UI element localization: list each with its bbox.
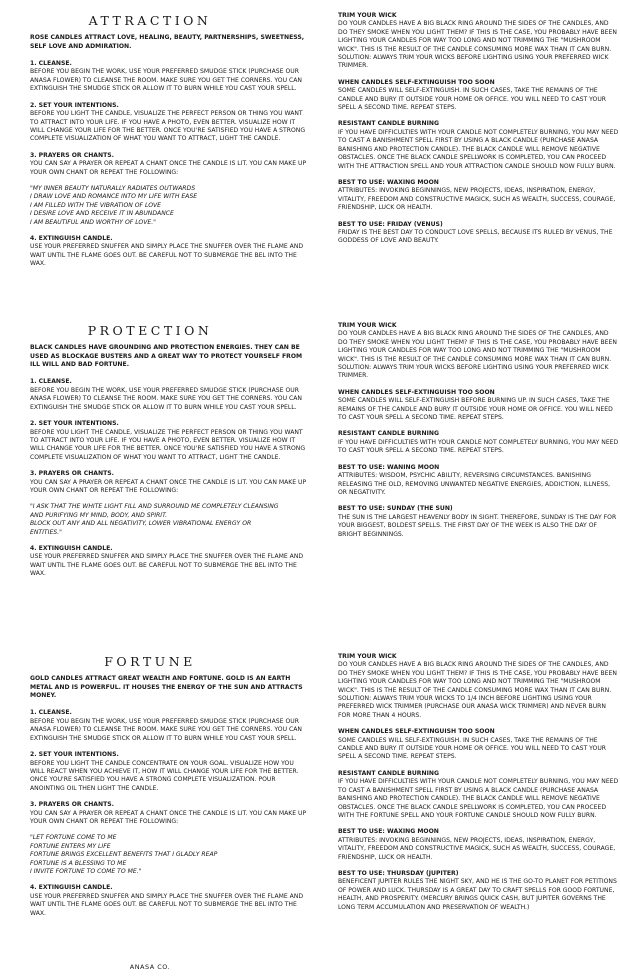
step-heading: 4. EXTINGUISH CANDLE. [30,544,113,552]
chant-line: I AM FILLED WITH THE VIBRATION OF LOVE [30,201,162,209]
step-prayers [30,801,308,826]
tip-trim-wick [338,12,620,71]
step-text: BEFORE YOU BEGIN THE WORK, USE YOUR PREFERRED SMUDGE STICK (PURCHASE OUR ANASA FLOWER) TO CLEANSE THE ROOM. MAKE SURE YOU GET THE CORNERS. YOU CAN EXTINGUISH THE SMUDGE STICK OR ALLOW IT TO BURN WHILE YOU CAST YOUR SPELL. [30,717,302,742]
chant [30,503,308,537]
tip-heading: BEST TO USE: THURSDAY (JUPITER) [338,869,459,877]
chant-line: AND PURIFYING MY MIND, BODY, AND SPIRIT. [30,511,168,519]
step-prayers [30,152,308,177]
chant-line: I INVITE FORTUNE TO COME TO ME." [30,867,142,875]
step-cleanse [30,378,308,412]
tip-heading: WHEN CANDLES SELF-EXTINGUISH TOO SOON [338,728,495,736]
section-title: FORTUNE [104,654,196,669]
tip-resistant-burning [338,430,620,455]
tip-heading: BEST TO USE: WANING MOON [338,463,440,471]
tip-heading: TRIM YOUR WICK [338,12,397,19]
tip-text: ATTRIBUTES: INVOKING BEGINNINGS, NEW PROJECTS, IDEAS, INSPIRATION, ENERGY, VITALITY, FREEDOM AND CONSTRUCTIVE MAGICK, SUCH AS WEALTH, SUCCESS, COURAGE, FRIENDSHIP, LUCK OR HEALTH. [338,187,616,212]
chant-line: "MY INNER BEAUTY NATURALLY RADIATES OUTWARDS [30,184,196,192]
attraction-section [0,0,620,312]
step-intentions [30,102,308,144]
tip-text: ATTRIBUTES: WISDOM, PSYCHIC ABILITY, REVERSING CIRCUMSTANCES. BANISHING RELEASING THE OLD, REMOVING UNWANTED NEGATIVE ENERGIES, ADDICTION, ILLNESS, OR NEGATIVITY. [338,472,611,496]
step-heading: 2. SET YOUR INTENTIONS. [30,420,119,428]
step-intentions [30,751,308,793]
tip-text: ATTRIBUTES: INVOKING BEGINNINGS, NEW PROJECTS, IDEAS, INSPIRATION, ENERGY, VITALITY, FREEDOM AND CONSTRUCTIVE MAGICK, SUCH AS WEALTH, SUCCESS, COURAGE, FRIENDSHIP, LUCK OR HEALTH. [338,836,616,861]
step-heading: 3. PRAYERS OR CHANTS. [30,801,114,809]
section-intro: ROSE CANDLES ATTRACT LOVE, HEALING, BEAUTY, PARTNERSHIPS, SWEETNESS, SELF LOVE AND ADMIRATION. [30,34,305,50]
chant-line: ENTITIES." [30,528,62,536]
step-extinguish [30,884,308,918]
fortune-right-column [338,653,620,920]
tip-moon-phase [338,464,620,498]
step-heading: 1. CLEANSE. [30,378,72,386]
step-extinguish [30,235,308,269]
chant-line: BLOCK OUT ANY AND ALL NEGATIVITY, LOWER VIBRATIONAL ENERGY OR [30,520,252,528]
step-text: BEFORE YOU LIGHT THE CANDLE CONCENTRATE ON YOUR GOAL. VISUALIZE HOW YOU WILL REACT WHEN YOU ACHIEVE IT, HOW IT WILL CHANGE YOUR LIFE FOR THE BETTER. ONCE YOU'RE SATISFIED YOU HAVE A STRONG COMPLETE VISUALIZATION. POUR ANOINTING OIL THEN LIGHT THE CANDLE. [30,759,299,792]
tip-moon-phase [338,179,620,213]
tip-text: DO YOUR CANDLES HAVE A BIG BLACK RING AROUND THE SIDES OF THE CANDLES, AND DO THEY SMOKE WHEN YOU LIGHT THEM? IF THIS IS THE CASE, YOU PROBABLY HAVE BEEN LIGHTING YOUR CANDLES FOR WAY TOO LONG AND NOT TRIMMING THE "MUSHROOM WICK". THIS IS THE RESULT OF THE CANDLE CONSUMING MORE WAX THAN IT CAN BURN. SOLUTION: ALWAYS TRIM YOUR WICKS TO 1/4 INCH BEFORE LIGHTING USING YOUR PREFERRED WICK TRIMMER (PURCHASE OUR ANASA WICK TRIMMER) AND NEVER BURN FOR MORE THAN 4 HOURS. [338,661,617,719]
tip-heading: WHEN CANDLES SELF-EXTINGUISH TOO SOON [338,388,495,396]
step-text: BEFORE YOU BEGIN THE WORK, USE YOUR PREFERRED SMUDGE STICK (PURCHASE OUR ANASA FLOWER) TO CLEANSE THE ROOM. MAKE SURE YOU GET THE CORNERS. YOU CAN EXTINGUISH THE SMUDGE STICK OR ALLOW IT TO BURN WHILE YOU CAST YOUR SPELL. [30,386,302,411]
step-heading: 3. PRAYERS OR CHANTS. [30,470,114,478]
chant-line: FORTUNE ENTERS MY LIFE [30,842,111,850]
chant-line: "I ASK THAT THE WHITE LIGHT FILL AND SURROUND ME COMPLETELY CLEANSING [30,503,279,511]
step-heading: 1. CLEANSE. [30,60,72,68]
tip-resistant-burning [338,770,620,820]
tip-text: THE SUN IS THE LARGEST HEAVENLY BODY IN SIGHT. THEREFORE, SUNDAY IS THE DAY FOR YOUR BIGGEST, BOLDEST SPELLS. THE FIRST DAY OF THE WEEK IS ALSO THE DAY OF BRIGHT BEGINNINGS. [338,513,617,538]
tip-trim-wick [338,322,620,381]
step-text: YOU CAN SAY A PRAYER OR REPEAT A CHANT ONCE THE CANDLE IS LIT. YOU CAN MAKE UP YOUR OWN CHANT OR REPEAT THE FOLLOWING: [30,160,307,176]
step-text: USE YOUR PREFERRED SNUFFER AND SIMPLY PLACE THE SNUFFER OVER THE FLAME AND WAIT UNTIL THE FLAME GOES OUT. BE CAREFUL NOT TO SUBMERGE THE BEL INTO THE WAX. [30,892,304,917]
tip-heading: BEST TO USE: FRIDAY (VENUS) [338,220,443,228]
tip-text: SOME CANDLES WILL SELF-EXTINGUISH BEFORE BURNING UP. IN SUCH CASES, TAKE THE REMAINS OF THE CANDLE AND BURY IT OUTSIDE YOUR HOME OR OFFICE. YOU WILL NEED TO CAST YOUR SPELL A SECOND TIME. REPEAT STEPS. [338,397,613,422]
tip-heading: RESISTANT CANDLE BURNING [338,430,439,438]
tip-text: SOME CANDLES WILL SELF-EXTINGUISH. IN SUCH CASES, TAKE THE REMAINS OF THE CANDLE AND BURY IT OUTSIDE YOUR HOME OR OFFICE. YOU WILL NEED TO CAST YOUR SPELL A SECOND TIME. REPEAT STEPS. [338,87,607,112]
section-intro: BLACK CANDLES HAVE GROUNDING AND PROTECTION ENERGIES. THEY CAN BE USED AS BLOCKAGE BUSTERS AND A GREAT WAY TO PROTECT YOURSELF FROM ILL WILL AND BAD FORTUNE. [30,344,303,369]
step-text: USE YOUR PREFERRED SNUFFER AND SIMPLY PLACE THE SNUFFER OVER THE FLAME AND WAIT UNTIL THE FLAME GOES OUT. BE CAREFUL NOT TO SUBMERGE THE BEL INTO THE WAX. [30,243,304,268]
step-heading: 3. PRAYERS OR CHANTS. [30,151,114,159]
tip-text: IF YOU HAVE DIFFICULTIES WITH YOUR CANDLE NOT COMPLETELY BURNING, YOU MAY NEED TO CAST A BANISHMENT SPELL FIRST BY USING A BLACK CANDLE (PURCHASE ANASA BANISHING AND PROTECTION CANDLE). THE BLACK CANDLE WILL REMOVE NEGATIVE OBSTACLES. ONCE THE BLACK CANDLE SPELLWORK IS COMPLETED, YOU CAN PROCEED WITH THE ATTRACTION SPELL AND YOUR ATTRACTION CANDLE SHOULD NOW FULLY BURN. [338,128,619,170]
chant [30,185,308,227]
tip-text: IF YOU HAVE DIFFICULTIES WITH YOUR CANDLE NOT COMPLETELY BURNING, YOU MAY NEED TO CAST YOUR SPELL A SECOND TIME. REPEAT STEPS. [338,438,619,455]
step-text: YOU CAN SAY A PRAYER OR REPEAT A CHANT ONCE THE CANDLE IS LIT. YOU CAN MAKE UP YOUR OWN CHANT OR REPEAT THE FOLLOWING: [30,809,307,825]
tip-best-day [338,505,620,539]
tip-best-day [338,221,620,246]
chant-line: I DRAW LOVE AND ROMANCE INTO MY LIFE WITH EASE [30,193,198,201]
step-heading: 4. EXTINGUISH CANDLE. [30,884,113,892]
attraction-right-column [338,12,620,254]
step-heading: 2. SET YOUR INTENTIONS. [30,101,119,109]
tip-heading: BEST TO USE: SUNDAY (THE SUN) [338,505,453,513]
tip-heading: BEST TO USE: WAXING MOON [338,178,439,186]
step-prayers [30,470,308,495]
tip-self-extinguish [338,79,620,113]
section-title: ATTRACTION [88,13,212,28]
protection-right-column [338,322,620,547]
tip-text: FRIDAY IS THE BEST DAY TO CONDUCT LOVE SPELLS, BECAUSE ITS RULED BY VENUS, THE GODDESS OF LOVE AND BEAUTY. [338,228,613,245]
step-heading: 2. SET YOUR INTENTIONS. [30,751,119,759]
fortune-left-column [30,653,308,926]
tip-heading: WHEN CANDLES SELF-EXTINGUISH TOO SOON [338,78,495,86]
step-text: BEFORE YOU BEGIN THE WORK, USE YOUR PREFERRED SMUDGE STICK (PURCHASE OUR ANASA FLOWER) TO CLEANSE THE ROOM. MAKE SURE YOU GET THE CORNERS. YOU CAN EXTINGUISH THE SMUDGE STICK OR ALLOW IT TO BURN WHILE YOU CAST YOUR SPELL. [30,68,302,93]
section-intro: GOLD CANDLES ATTRACT GREAT WEALTH AND FORTUNE. GOLD IS AN EARTH METAL AND IS POWERFUL. IT HOUSES THE ENERGY OF THE SUN AND ATTRACTS MONEY. [30,675,303,700]
step-heading: 1. CLEANSE. [30,709,72,717]
chant-line: FORTUNE BRINGS EXCELLENT BENEFITS THAT I GLADLY REAP [30,851,218,859]
brand-footer: ANASA CO. [129,963,171,971]
tip-self-extinguish [338,389,620,423]
tip-resistant-burning [338,120,620,170]
step-cleanse [30,709,308,743]
tip-best-day [338,870,620,912]
chant-line: FORTUNE IS A BLESSING TO ME [30,859,127,867]
chant-line: "LET FORTUNE COME TO ME [30,834,117,842]
tip-heading: TRIM YOUR WICK [338,322,397,329]
tip-text: DO YOUR CANDLES HAVE A BIG BLACK RING AROUND THE SIDES OF THE CANDLES, AND DO THEY SMOKE WHEN YOU LIGHT THEM? IF THIS IS THE CASE, YOU PROBABLY HAVE BEEN LIGHTING YOUR CANDLES FOR WAY TOO LONG AND NOT TRIMMING THE "MUSHROOM WICK". THIS IS THE RESULT OF THE CANDLE CONSUMING MORE WAX THAN IT CAN BURN. SOLUTION: ALWAYS TRIM YOUR WICKS BEFORE LIGHTING USING YOUR PREFERRED WICK TRIMMER. [338,20,617,70]
tip-text: BENEFICENT JUPITER RULES THE NIGHT SKY, AND HE IS THE GO-TO PLANET FOR PETITIONS OF POWER AND LUCK. THURSDAY IS A GREAT DAY TO CRAFT SPELLS FOR GOOD FORTUNE, HEALTH, AND PROSPERITY. (MERCURY BRINGS QUICK CASH, BUT JUPITER GOVERNS THE LONG TERM ACCUMULATION AND PRESERVATION OF WEALTH.) [338,878,617,911]
step-heading: 4. EXTINGUISH CANDLE. [30,234,113,242]
attraction-left-column [30,12,308,277]
tip-text: IF YOU HAVE DIFFICULTIES WITH YOUR CANDLE NOT COMPLETELY BURNING, YOU MAY NEED TO CAST A BANISHMENT SPELL FIRST BY USING A BLACK CANDLE (PURCHASE ANASA BANISHING AND PROTECTION CANDLE). THE BLACK CANDLE WILL REMOVE NEGATIVE OBSTACLES. ONCE THE BLACK CANDLE SPELLWORK IS COMPLETED, YOU CAN PROCEED WITH THE FORTUNE SPELL AND YOUR FORTUNE CANDLE SHOULD NOW FULLY BURN. [338,778,619,819]
tip-heading: RESISTANT CANDLE BURNING [338,769,439,777]
chant-line: I DESIRE LOVE AND RECEIVE IT IN ABUNDANCE [30,210,174,218]
step-text: USE YOUR PREFERRED SNUFFER AND SIMPLY PLACE THE SNUFFER OVER THE FLAME AND WAIT UNTIL THE FLAME GOES OUT. BE CAREFUL NOT TO SUBMERGE THE BEL INTO THE WAX. [30,553,304,578]
step-intentions [30,420,308,462]
protection-left-column [30,322,308,587]
step-text: BEFORE YOU LIGHT THE CANDLE, VISUALIZE THE PERFECT PERSON OR THING YOU WANT TO ATTRACT INTO YOUR LIFE. IF YOU HAVE A PHOTO, EVEN BETTER. VISUALIZE HOW IT WILL CHANGE YOUR LIFE FOR THE BETTER. ONCE YOU'RE SATISFIED YOU HAVE A STRONG COMPLETE VISUALIZATION OF WHAT YOU WANT TO ATTRACT, LIGHT THE CANDLE. [30,428,306,461]
step-extinguish [30,545,308,579]
tip-moon-phase [338,828,620,862]
tip-heading: BEST TO USE: WAXING MOON [338,828,439,836]
tip-heading: TRIM YOUR WICK [338,653,397,660]
tip-self-extinguish [338,728,620,762]
tip-text: DO YOUR CANDLES HAVE A BIG BLACK RING AROUND THE SIDES OF THE CANDLES, AND DO THEY SMOKE WHEN YOU LIGHT THEM? IF THIS IS THE CASE, YOU PROBABLY HAVE BEEN LIGHTING YOUR CANDLES FOR WAY TOO LONG AND NOT TRIMMING THE "MUSHROOM WICK". THIS IS THE RESULT OF THE CANDLE CONSUMING MORE WAX THAN IT CAN BURN. SOLUTION: ALWAYS TRIM YOUR WICKS BEFORE LIGHTING USING YOUR PREFERRED WICK TRIMMER. [338,330,617,380]
fortune-section [0,644,620,978]
tip-trim-wick [338,653,620,720]
section-title: PROTECTION [87,323,213,338]
tip-text: SOME CANDLES WILL SELF-EXTINGUISH. IN SUCH CASES, TAKE THE REMAINS OF THE CANDLE AND BURY IT OUTSIDE YOUR HOME OR OFFICE. YOU WILL NEED TO CAST YOUR SPELL A SECOND TIME. REPEAT STEPS. [338,736,607,761]
protection-section [0,312,620,644]
chant-line: I AM BEAUTIFUL AND WORTHY OF LOVE." [30,218,156,226]
step-text: BEFORE YOU LIGHT THE CANDLE, VISUALIZE THE PERFECT PERSON OR THING YOU WANT TO ATTRACT INTO YOUR LIFE. IF YOU HAVE A PHOTO, EVEN BETTER. VISUALIZE HOW IT WILL CHANGE YOUR LIFE FOR THE BETTER. ONCE YOU'RE SATISFIED YOU HAVE A STRONG COMPLETE VISUALIZATION OF WHAT YOU WANT TO ATTRACT, LIGHT THE CANDLE. [30,110,306,143]
chant [30,834,308,876]
step-cleanse [30,60,308,94]
step-text: YOU CAN SAY A PRAYER OR REPEAT A CHANT ONCE THE CANDLE IS LIT. YOU CAN MAKE UP YOUR OWN CHANT OR REPEAT THE FOLLOWING: [30,478,307,494]
tip-heading: RESISTANT CANDLE BURNING [338,120,439,128]
